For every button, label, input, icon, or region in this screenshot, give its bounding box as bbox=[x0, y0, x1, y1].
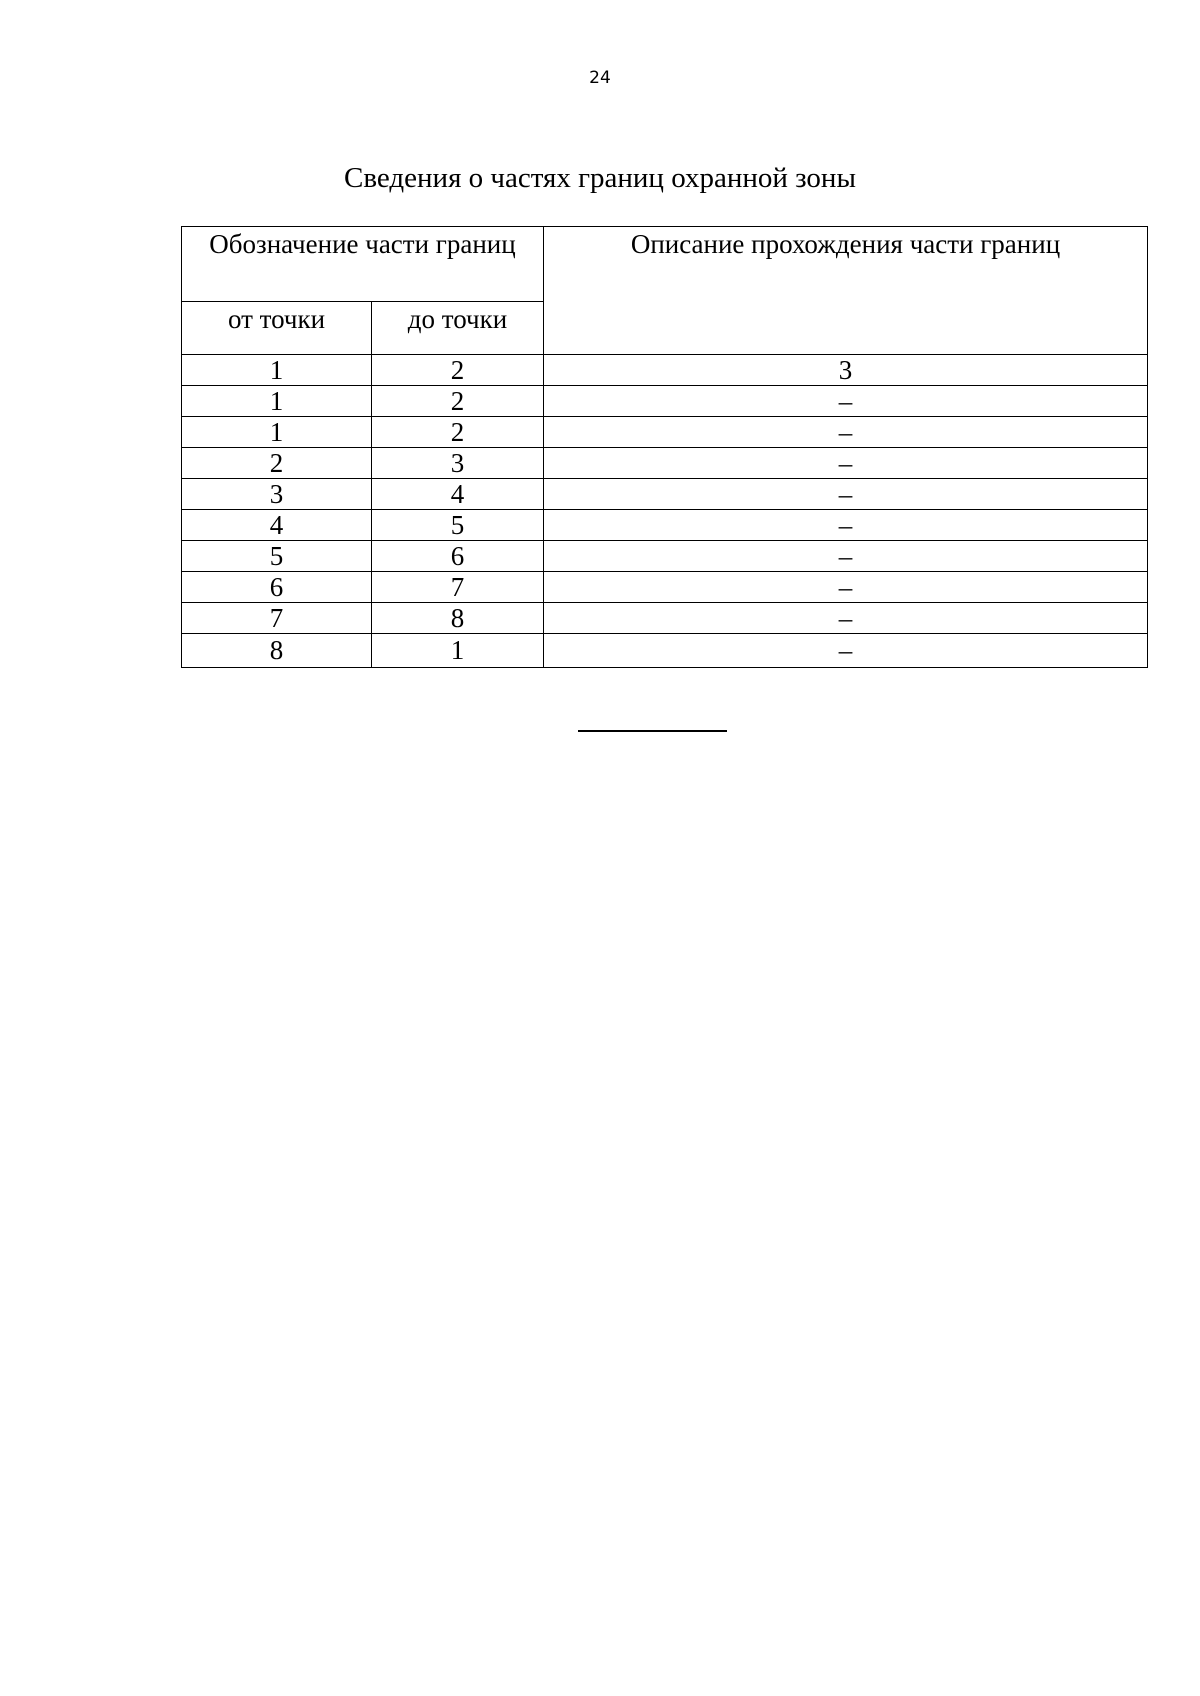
column-number-row bbox=[182, 355, 1148, 386]
description-cell: – bbox=[544, 603, 1148, 634]
from-point-cell: 2 bbox=[182, 448, 372, 479]
table-row bbox=[182, 634, 1148, 668]
table-row bbox=[182, 417, 1148, 448]
to-point-cell: 6 bbox=[372, 541, 544, 572]
column-number-cell: 2 bbox=[372, 355, 544, 386]
from-point-cell: 3 bbox=[182, 479, 372, 510]
from-point-cell: 5 bbox=[182, 541, 372, 572]
description-cell: – bbox=[544, 386, 1148, 417]
table-row bbox=[182, 510, 1148, 541]
table-row bbox=[182, 572, 1148, 603]
header-to-point: до точки bbox=[372, 302, 544, 355]
end-divider-line bbox=[578, 730, 727, 732]
description-cell: – bbox=[544, 541, 1148, 572]
from-point-cell: 8 bbox=[182, 634, 372, 668]
table-row bbox=[182, 448, 1148, 479]
column-number-cell: 1 bbox=[182, 355, 372, 386]
to-point-cell: 3 bbox=[372, 448, 544, 479]
to-point-cell: 2 bbox=[372, 417, 544, 448]
from-point-cell: 4 bbox=[182, 510, 372, 541]
table-row bbox=[182, 541, 1148, 572]
from-point-cell: 7 bbox=[182, 603, 372, 634]
to-point-cell: 2 bbox=[372, 386, 544, 417]
description-cell: – bbox=[544, 479, 1148, 510]
to-point-cell: 5 bbox=[372, 510, 544, 541]
description-cell: – bbox=[544, 572, 1148, 603]
document-title: Сведения о частях границ охранной зоны bbox=[344, 162, 856, 194]
column-number-cell: 3 bbox=[544, 355, 1148, 386]
description-cell: – bbox=[544, 510, 1148, 541]
header-boundary-designation: Обозначение части границ bbox=[182, 227, 544, 302]
boundary-parts-table bbox=[181, 226, 1148, 668]
table-row bbox=[182, 479, 1148, 510]
description-cell: – bbox=[544, 417, 1148, 448]
from-point-cell: 6 bbox=[182, 572, 372, 603]
header-boundary-description: Описание прохождения части границ bbox=[544, 227, 1148, 355]
page-number: 24 bbox=[589, 68, 611, 88]
from-point-cell: 1 bbox=[182, 417, 372, 448]
description-cell: – bbox=[544, 448, 1148, 479]
to-point-cell: 7 bbox=[372, 572, 544, 603]
table-row bbox=[182, 603, 1148, 634]
description-cell: – bbox=[544, 634, 1148, 668]
to-point-cell: 8 bbox=[372, 603, 544, 634]
from-point-cell: 1 bbox=[182, 386, 372, 417]
to-point-cell: 1 bbox=[372, 634, 544, 668]
header-from-point: от точки bbox=[182, 302, 372, 355]
to-point-cell: 4 bbox=[372, 479, 544, 510]
table-row bbox=[182, 386, 1148, 417]
